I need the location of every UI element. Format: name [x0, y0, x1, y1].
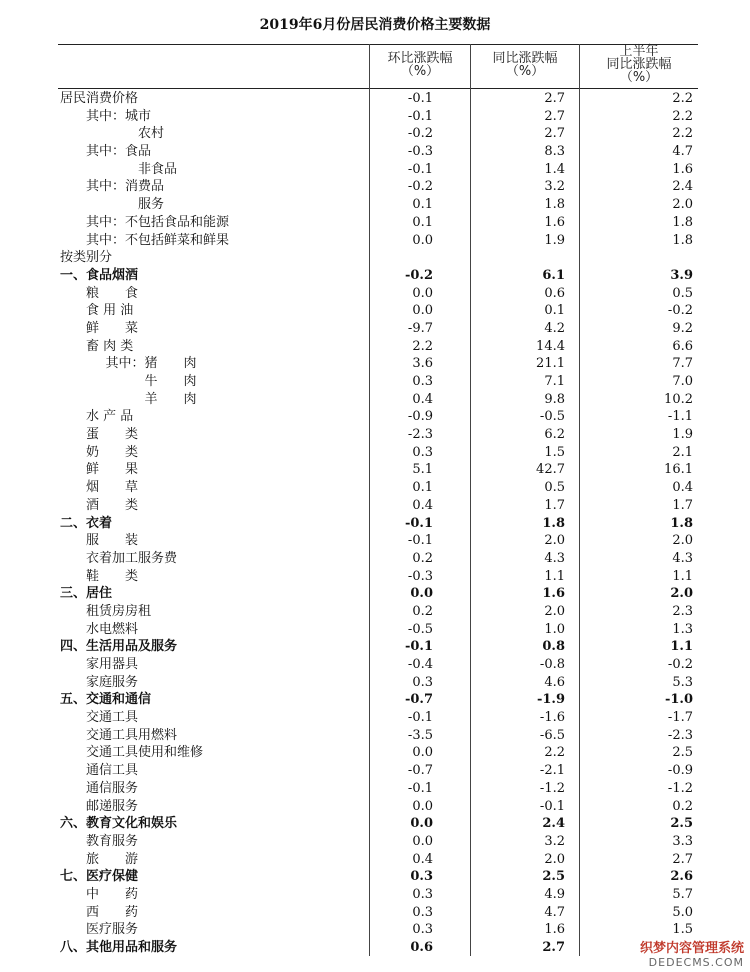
row-label: 食 用 油 [86, 303, 134, 319]
cell-yoy: 2.7 [542, 940, 565, 955]
row-label: 交通工具使用和维修 [86, 745, 204, 761]
cell-yoy: 3.2 [544, 179, 565, 195]
table-row [58, 515, 698, 533]
cell-yoy: 2.0 [544, 851, 565, 867]
cell-h1: 9.2 [672, 320, 693, 336]
table-row [58, 939, 698, 957]
cell-mom: 0.3 [412, 922, 433, 938]
row-label: 服 装 [86, 533, 139, 549]
table-row [58, 408, 698, 426]
cell-h1: 2.2 [672, 126, 693, 142]
cell-yoy: 1.6 [542, 586, 565, 602]
row-label: 农村 [138, 126, 165, 142]
row-label: 其中：不包括食品和能源 [86, 214, 230, 230]
watermark-url: DEDECMS.COM [648, 956, 744, 969]
cell-h1: 4.7 [672, 144, 693, 160]
cell-mom: -0.7 [404, 692, 433, 708]
table-row [58, 638, 698, 656]
table-row [58, 391, 698, 409]
row-label: 教育服务 [86, 833, 139, 849]
cell-mom: 0.1 [412, 480, 433, 496]
row-label: 粮 食 [86, 285, 139, 301]
cell-h1: 5.3 [672, 674, 693, 690]
cell-yoy: 1.4 [544, 161, 565, 177]
cell-mom: -9.7 [407, 320, 433, 336]
cell-mom: 5.1 [412, 462, 433, 478]
cell-yoy: 42.7 [536, 462, 565, 478]
row-label: 二、衣着 [60, 515, 113, 531]
cell-h1: 4.3 [672, 550, 693, 566]
cell-h1: 1.5 [672, 922, 693, 938]
cell-h1: 0.4 [672, 480, 693, 496]
row-label: 服务 [138, 197, 165, 213]
cell-mom: 0.6 [410, 940, 433, 955]
row-label: 五、交通和通信 [60, 692, 152, 708]
row-label: 畜 肉 类 [86, 338, 134, 354]
row-label: 交通工具 [86, 710, 139, 726]
row-label: 邮递服务 [86, 798, 139, 814]
row-label: 家用器具 [86, 657, 139, 672]
cell-mom: 0.1 [412, 214, 433, 230]
cell-yoy: 2.5 [542, 869, 565, 885]
watermark-title: 织梦内容管理系统 [639, 941, 744, 956]
table-row [58, 373, 698, 391]
cell-yoy: 0.1 [544, 303, 565, 319]
table-row [58, 921, 698, 939]
cell-mom: 0.3 [412, 374, 433, 389]
cell-mom: -0.4 [407, 657, 433, 672]
row-label: 鞋 类 [86, 568, 139, 584]
cell-mom: -0.2 [404, 267, 433, 283]
table-row [58, 798, 698, 816]
cell-yoy: 4.3 [544, 550, 565, 566]
row-label: 鲜 菜 [86, 320, 139, 336]
cell-mom: 2.2 [412, 338, 433, 354]
cell-yoy: 4.9 [544, 886, 565, 902]
table-row [58, 585, 698, 603]
row-label: 三、居住 [60, 586, 113, 602]
cell-yoy: 1.9 [544, 232, 565, 248]
row-label: 西 药 [86, 904, 139, 920]
row-label: 其中：不包括鲜菜和鲜果 [86, 232, 230, 248]
table-row [58, 426, 698, 444]
cell-mom: -0.3 [407, 568, 433, 584]
cell-h1: 1.7 [672, 497, 693, 513]
row-label: 酒 类 [86, 497, 139, 513]
cell-h1: 3.9 [670, 267, 693, 283]
cell-h1: 10.2 [664, 391, 693, 407]
row-label: 租赁房房租 [86, 603, 152, 619]
cell-mom: 0.3 [412, 444, 433, 460]
cell-mom: 0.2 [412, 603, 433, 619]
page-title: 2019年6月份居民消费价格主要数据 [259, 17, 491, 33]
cell-h1: 1.3 [672, 621, 693, 637]
cell-h1: 0.2 [672, 798, 693, 814]
cell-mom: 3.6 [412, 356, 433, 372]
cell-yoy: 2.7 [544, 108, 565, 124]
cell-h1: 1.1 [672, 568, 693, 584]
cell-mom: 0.0 [412, 232, 433, 248]
cell-yoy: 1.8 [542, 515, 565, 531]
cell-yoy: 3.2 [544, 833, 565, 849]
cell-mom: 0.0 [410, 816, 433, 832]
cell-h1: -0.9 [667, 763, 693, 779]
table-row [58, 108, 698, 126]
cell-h1: 2.0 [672, 533, 693, 549]
cell-mom: -0.1 [407, 161, 433, 177]
table-row [58, 320, 698, 338]
header-yoy-label: 同比涨跌幅 [492, 51, 558, 66]
cell-yoy: 2.4 [542, 816, 565, 832]
cell-mom: 0.0 [412, 833, 433, 849]
row-label: 水 产 品 [86, 409, 134, 425]
row-label: 其中：城市 [86, 108, 152, 124]
cell-h1: 3.3 [672, 833, 693, 849]
table-row [58, 196, 698, 214]
table-row [58, 621, 698, 639]
table-row [58, 833, 698, 851]
table-row [58, 780, 698, 798]
cell-h1: 16.1 [664, 462, 693, 478]
row-label: 六、教育文化和娱乐 [60, 816, 178, 832]
cell-yoy: 2.0 [544, 603, 565, 619]
table-row [58, 267, 698, 285]
cell-mom: -0.2 [407, 126, 433, 142]
cell-yoy: 21.1 [536, 356, 565, 372]
row-label: 其中：消费品 [86, 179, 165, 195]
table-row [58, 479, 698, 497]
cell-h1: 2.0 [670, 586, 693, 602]
row-label: 其中：猪 肉 [105, 356, 197, 372]
cell-yoy: -1.2 [539, 780, 565, 796]
header-mom-unit: （%） [400, 64, 440, 79]
cell-mom: -0.1 [407, 710, 433, 726]
cell-h1: 2.2 [672, 108, 693, 124]
table-row [58, 214, 698, 232]
cell-h1: 2.5 [670, 816, 693, 832]
table-body [58, 90, 698, 957]
cell-h1: -1.1 [667, 409, 693, 425]
table-row [58, 868, 698, 886]
cell-mom: -0.1 [407, 780, 433, 796]
cell-yoy: 4.6 [544, 674, 565, 690]
cell-h1: 7.7 [672, 356, 693, 372]
cell-yoy: 4.2 [544, 320, 565, 336]
header-yoy-unit: （%） [505, 64, 545, 79]
table-row [58, 815, 698, 833]
cell-mom: -0.1 [404, 515, 433, 531]
cell-yoy: 2.7 [544, 91, 565, 106]
cell-h1: -1.0 [664, 692, 693, 708]
cell-yoy: 1.8 [544, 197, 565, 213]
row-label: 烟 草 [86, 480, 139, 496]
cell-mom: 0.4 [412, 497, 433, 513]
table-row [58, 444, 698, 462]
cell-h1: 6.6 [672, 338, 693, 354]
table-row [58, 497, 698, 515]
cell-h1: 0.5 [672, 285, 693, 301]
header-h1-period: 上半年 [619, 44, 659, 59]
cell-h1: 1.8 [672, 214, 693, 230]
cell-mom: 0.0 [412, 303, 433, 319]
header-h1-label: 同比涨跌幅 [606, 57, 672, 72]
row-label: 羊 肉 [144, 391, 197, 407]
cell-mom: 0.4 [412, 851, 433, 867]
row-label: 按类别分 [60, 250, 113, 266]
table-row [58, 532, 698, 550]
cell-h1: -1.2 [667, 780, 693, 796]
cell-mom: -2.3 [407, 427, 433, 443]
cell-h1: -0.2 [667, 657, 693, 672]
table-row [58, 178, 698, 196]
cell-mom: -0.1 [407, 533, 433, 549]
cell-h1: 7.0 [672, 374, 693, 389]
table-row [58, 603, 698, 621]
cell-h1: -2.3 [667, 727, 693, 743]
table-row [58, 125, 698, 143]
cell-yoy: 1.6 [544, 214, 565, 230]
row-label: 七、医疗保健 [60, 869, 139, 885]
row-label: 水电燃料 [86, 621, 139, 637]
cell-mom: -0.7 [407, 763, 433, 779]
row-label: 通信工具 [86, 763, 139, 779]
cell-h1: 2.1 [672, 444, 693, 460]
cell-mom: -0.1 [407, 91, 433, 106]
cell-mom: 0.0 [412, 745, 433, 761]
cell-mom: 0.0 [410, 586, 433, 602]
cell-mom: -0.1 [407, 108, 433, 124]
table-row [58, 249, 698, 267]
cell-h1: -0.2 [667, 303, 693, 319]
table-row [58, 568, 698, 586]
table-row [58, 727, 698, 745]
header-h1 [580, 45, 698, 87]
cell-mom: -0.9 [407, 409, 433, 425]
table-row [58, 744, 698, 762]
cell-h1: 1.8 [672, 232, 693, 248]
table-row [58, 886, 698, 904]
cell-yoy: -0.8 [539, 657, 565, 672]
cell-yoy: 2.0 [544, 533, 565, 549]
cell-yoy: 2.7 [544, 126, 565, 142]
row-label: 医疗服务 [86, 922, 139, 938]
cell-h1: 2.7 [672, 851, 693, 867]
cell-yoy: 6.1 [542, 267, 565, 283]
table-row [58, 285, 698, 303]
cell-mom: 0.2 [412, 550, 433, 566]
cell-yoy: 14.4 [536, 338, 565, 354]
cell-h1: 5.0 [672, 904, 693, 920]
cell-yoy: -0.1 [539, 798, 565, 814]
table-row [58, 338, 698, 356]
header-yoy [471, 52, 579, 94]
table-row [58, 550, 698, 568]
cell-mom: -0.2 [407, 179, 433, 195]
cell-mom: -0.3 [407, 144, 433, 160]
cell-h1: 2.5 [672, 745, 693, 761]
row-label: 交通工具用燃料 [86, 727, 178, 743]
cell-h1: 2.2 [672, 91, 693, 106]
cell-yoy: 7.1 [544, 374, 565, 389]
row-label: 鲜 果 [86, 462, 139, 478]
cell-mom: -3.5 [407, 727, 433, 743]
watermark [640, 937, 744, 969]
cell-mom: 0.3 [410, 869, 433, 885]
row-label: 奶 类 [86, 444, 139, 460]
row-label: 蛋 类 [86, 427, 139, 443]
table-row [58, 691, 698, 709]
cell-h1: 2.4 [672, 179, 693, 195]
cell-yoy: 4.7 [544, 904, 565, 920]
row-label: 八、其他用品和服务 [60, 940, 178, 955]
table-row [58, 232, 698, 250]
table-row [58, 355, 698, 373]
row-label: 牛 肉 [144, 374, 197, 389]
cell-h1: -1.7 [667, 710, 693, 726]
cell-yoy: 1.1 [544, 568, 565, 584]
row-label: 居民消费价格 [60, 91, 139, 106]
cell-yoy: 1.6 [544, 922, 565, 938]
cell-yoy: 0.5 [544, 480, 565, 496]
row-label: 中 药 [86, 886, 139, 902]
table-row [58, 851, 698, 869]
cell-mom: -0.1 [404, 639, 433, 655]
cell-h1: 1.8 [670, 515, 693, 531]
cell-yoy: 2.2 [544, 745, 565, 761]
row-label: 家庭服务 [86, 674, 139, 690]
cell-yoy: 8.3 [544, 144, 565, 160]
cell-mom: 0.0 [412, 285, 433, 301]
cell-yoy: -6.5 [539, 727, 565, 743]
cell-yoy: 0.8 [542, 639, 565, 655]
cell-yoy: 1.5 [544, 444, 565, 460]
row-label: 一、食品烟酒 [60, 267, 139, 283]
table-row [58, 90, 698, 108]
row-label: 其中：食品 [86, 144, 152, 160]
row-label: 非食品 [138, 161, 178, 177]
row-label: 通信服务 [86, 780, 139, 796]
cell-h1: 2.0 [672, 197, 693, 213]
row-label: 四、生活用品及服务 [60, 639, 178, 655]
table-row [58, 709, 698, 727]
header-mom [370, 52, 470, 94]
cell-yoy: -0.5 [539, 409, 565, 425]
cell-h1: 1.1 [670, 639, 693, 655]
cell-h1: 5.7 [672, 886, 693, 902]
table-row [58, 674, 698, 692]
table-row [58, 656, 698, 674]
cell-yoy: -2.1 [539, 763, 565, 779]
cell-mom: 0.3 [412, 904, 433, 920]
row-label: 旅 游 [86, 851, 139, 867]
table-row [58, 143, 698, 161]
cell-yoy: -1.9 [536, 692, 565, 708]
header-mom-label: 环比涨跌幅 [387, 51, 453, 66]
cell-yoy: 1.0 [544, 621, 565, 637]
table-row [58, 302, 698, 320]
cell-yoy: 6.2 [544, 427, 565, 443]
table-row [58, 161, 698, 179]
cell-h1: 1.9 [672, 427, 693, 443]
cell-yoy: -1.6 [539, 710, 565, 726]
cell-h1: 2.6 [670, 869, 693, 885]
cell-mom: 0.3 [412, 674, 433, 690]
cell-yoy: 0.6 [544, 285, 565, 301]
cell-yoy: 1.7 [544, 497, 565, 513]
table-row [58, 762, 698, 780]
header-h1-unit: （%） [619, 70, 659, 85]
cell-mom: -0.5 [407, 621, 433, 637]
cell-mom: 0.3 [412, 886, 433, 902]
table-row [58, 461, 698, 479]
cell-h1: 1.6 [672, 161, 693, 177]
cell-yoy: 9.8 [544, 391, 565, 407]
cell-mom: 0.0 [412, 798, 433, 814]
cell-h1: 2.3 [672, 603, 693, 619]
cell-mom: 0.1 [412, 197, 433, 213]
row-label: 衣着加工服务费 [86, 550, 178, 566]
cell-mom: 0.4 [412, 391, 433, 407]
table-row [58, 904, 698, 922]
